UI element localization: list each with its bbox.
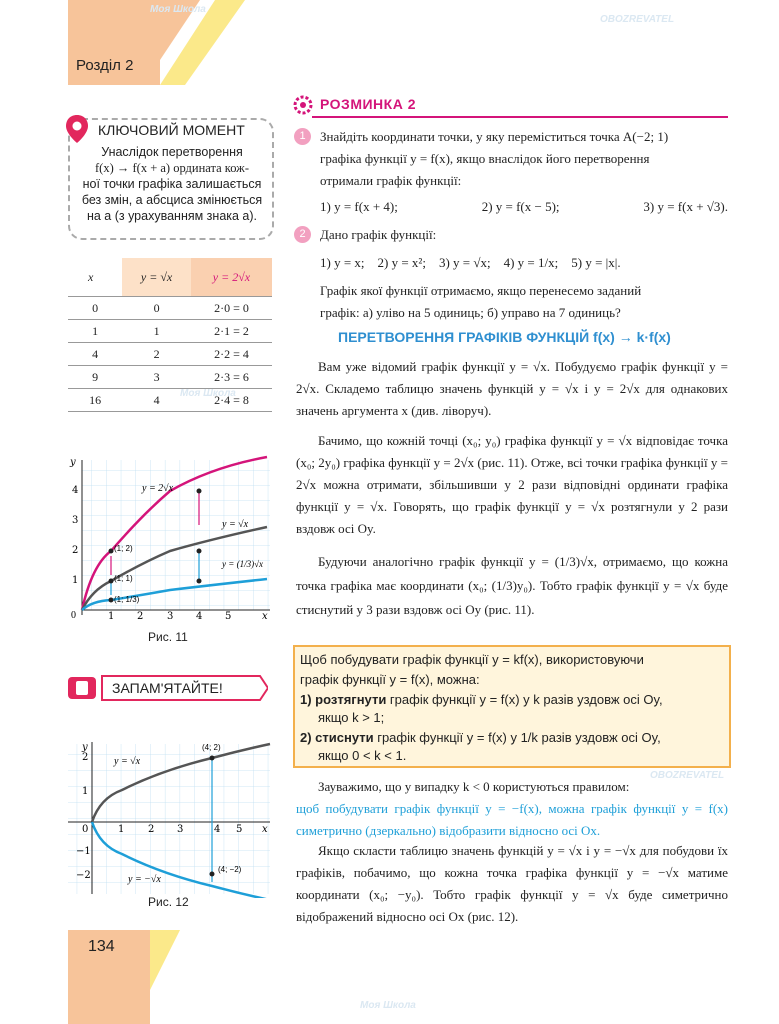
paragraph: Вам уже відомий графік функції y = √x. Побудуємо графік функції y = 2√x. Складемо таблицю значень функцій y = √x і y = 2√x для однакових значень аргумента x (див. ліворуч). bbox=[296, 359, 728, 418]
origin-label: 0 bbox=[71, 610, 76, 621]
tick-label: 1 bbox=[82, 786, 89, 797]
paragraph-rule: щоб побудувати графік функції y = −f(x), можна графік функції y = f(x) симетрично (дзеркально) відобразити відносно осі Ox. bbox=[296, 801, 728, 838]
rule-line: якщо k > 1; bbox=[318, 710, 385, 725]
point bbox=[210, 756, 215, 761]
tick-label: −2 bbox=[76, 870, 91, 881]
tick-label: 1 bbox=[72, 575, 79, 586]
warmup-divider bbox=[312, 116, 728, 118]
footer-stripe bbox=[150, 930, 190, 1024]
curve-label: y = (1/3)√x bbox=[222, 559, 263, 569]
tick-label: 4 bbox=[214, 824, 221, 835]
watermark-brand: OBOZREVATEL bbox=[650, 770, 725, 781]
table-header: y = 2√x bbox=[191, 258, 272, 297]
tick-label: 2 bbox=[137, 611, 144, 622]
table-row: 9 3 2·3 = 6 bbox=[68, 366, 272, 389]
tick-label: 2 bbox=[82, 752, 89, 763]
figure-11-graph bbox=[62, 455, 274, 625]
point-label: (1; 1) bbox=[114, 574, 133, 583]
table-header: x bbox=[68, 258, 122, 297]
curve-label: y = √x bbox=[114, 756, 141, 767]
section-heading: ПЕРЕТВОРЕННЯ ГРАФІКІВ ФУНКЦІЙ f(x) → k·f(x) bbox=[338, 329, 671, 345]
origin-label: 0 bbox=[82, 824, 89, 835]
watermark-brand: OBOZREVATEL bbox=[600, 14, 675, 25]
curve-label: y = √x bbox=[222, 519, 249, 530]
tick-label: 2 bbox=[72, 545, 79, 556]
grid bbox=[82, 460, 270, 610]
page-number: 134 bbox=[88, 938, 115, 955]
rule-line: якщо 0 < k < 1. bbox=[318, 748, 407, 763]
remember-title: ЗАПАМ'ЯТАЙТЕ! bbox=[112, 680, 223, 696]
point-label: (1; 1/3) bbox=[114, 595, 140, 604]
table-row: 16 4 2·4 = 8 bbox=[68, 389, 272, 412]
paragraph: Будуючи аналогічно графік функції y = (1/3)√x, отримаємо, що кожна точка графіка має координати (x₀; (1/3)y₀). Тобто графік функції y = √x буде стиснутий у 3 рази вздовж осі Oy (рис. 11). bbox=[296, 554, 728, 617]
curve-label: y = −√x bbox=[128, 874, 161, 885]
tick-label: 4 bbox=[72, 485, 79, 496]
axis-label: y bbox=[82, 742, 88, 753]
tick-label: 3 bbox=[177, 824, 184, 835]
values-table bbox=[68, 258, 272, 412]
point bbox=[197, 579, 202, 584]
tick-label: 1 bbox=[118, 824, 125, 835]
table-row: 4 2 2·2 = 4 bbox=[68, 343, 272, 366]
key-moment-title: КЛЮЧОВИЙ МОМЕНТ bbox=[98, 122, 245, 138]
figure-11-caption: Рис. 11 bbox=[148, 630, 188, 644]
table-row: 1 1 2·1 = 2 bbox=[68, 320, 272, 343]
gear-icon bbox=[292, 94, 314, 116]
tick-label: 5 bbox=[236, 824, 243, 835]
table-row: 0 0 2·0 = 0 bbox=[68, 297, 272, 320]
figure-12-caption: Рис. 12 bbox=[148, 895, 189, 909]
point-label: (4; −2) bbox=[218, 865, 242, 874]
rule-line: 1) розтягнути графік функції y = f(x) у k разів уздовж осі Oy, bbox=[300, 692, 663, 707]
section-label: Розділ 2 bbox=[76, 57, 134, 74]
tick-label: 3 bbox=[167, 611, 174, 622]
question-number: 1 bbox=[294, 128, 311, 145]
paragraph: Якщо скласти таблицю значень функцій y = √x і y = −√x для побудови їх графіків, побачимо, що кожна точка графіка функції y = −√x матиме координати (x₀; −y₀). Тобто графік функції y = √x буде симетрично відображений відносно осі Ox (рис. 12). bbox=[296, 843, 728, 924]
question-number: 2 bbox=[294, 226, 311, 243]
point bbox=[109, 549, 114, 554]
point bbox=[109, 598, 114, 603]
point-label: (1; 2) bbox=[114, 544, 133, 553]
rule-line: 2) стиснути графік функції y = f(x) у 1/k разів уздовж осі Oy, bbox=[300, 730, 661, 745]
question-2: Дано графік функції: 1) y = x; 2) y = x²; 3) y = √x; 4) y = 1/x; 5) y = |x|. Графік якої функції отримаємо, якщо перенесемо заданий графік: а) уліво на 5 одиниць; б) управо на 7 одиниць? bbox=[320, 227, 642, 320]
tick-label: 1 bbox=[108, 611, 115, 622]
location-pin-icon bbox=[64, 114, 90, 144]
curve-label: y = 2√x bbox=[142, 483, 174, 494]
axis-label: x bbox=[262, 611, 268, 622]
key-moment-text: Унаслідок перетворення f(x) → f(x + a) ордината кож- ної точки графіка залишається без змін, а абсциса змінюється на a (з урахуванням знака a). bbox=[81, 145, 263, 223]
rule-line: Щоб побудувати графік функції y = kf(x), використовуючи bbox=[300, 652, 644, 667]
tick-label: 2 bbox=[148, 824, 155, 835]
point bbox=[197, 489, 202, 494]
point bbox=[210, 872, 215, 877]
watermark-brand: Моя Школа bbox=[360, 1000, 416, 1011]
tick-label: 3 bbox=[72, 515, 79, 526]
axis-label: y bbox=[70, 457, 76, 468]
table-header: y = √x bbox=[122, 258, 191, 297]
watermark-brand: Моя Школа bbox=[180, 388, 236, 399]
tick-label: 5 bbox=[225, 611, 232, 622]
question-1: Знайдіть координати точки, у яку переміститься точка A(−2; 1) графіка функції y = f(x), якщо внаслідок його перетворення отримали графік функції: 1) y = f(x + 4); 2) y = f(x − 5); 3) y = f(x + √3). bbox=[320, 129, 728, 214]
tick-label: −1 bbox=[76, 846, 91, 857]
warmup-title: РОЗМИНКА 2 bbox=[320, 96, 416, 112]
point bbox=[109, 579, 114, 584]
point bbox=[197, 549, 202, 554]
rule-line: графік функції y = f(x), можна: bbox=[300, 672, 480, 687]
table-header-row bbox=[68, 258, 272, 297]
point-label: (4; 2) bbox=[202, 743, 221, 752]
axis-label: x bbox=[262, 824, 268, 835]
paragraph: Бачимо, що кожній точці (x₀; y₀) графіка функції y = √x відповідає точка (x₀; 2y₀) графіка функції y = 2√x (рис. 11). Отже, всі точки графіка функції y = 2√x можна отримати, збільшивши у 2 рази відповідні ординати графіка функції y = √x. Говорять, що графік функції y = √x розтягнули у 2 рази вздовж осі Oy. bbox=[296, 433, 728, 536]
figure-12-graph bbox=[62, 738, 274, 898]
paragraph: Зауважимо, що у випадку k < 0 користуються правилом: bbox=[318, 779, 630, 794]
watermark-brand: Моя Школа bbox=[150, 4, 206, 15]
tick-label: 4 bbox=[196, 611, 203, 622]
